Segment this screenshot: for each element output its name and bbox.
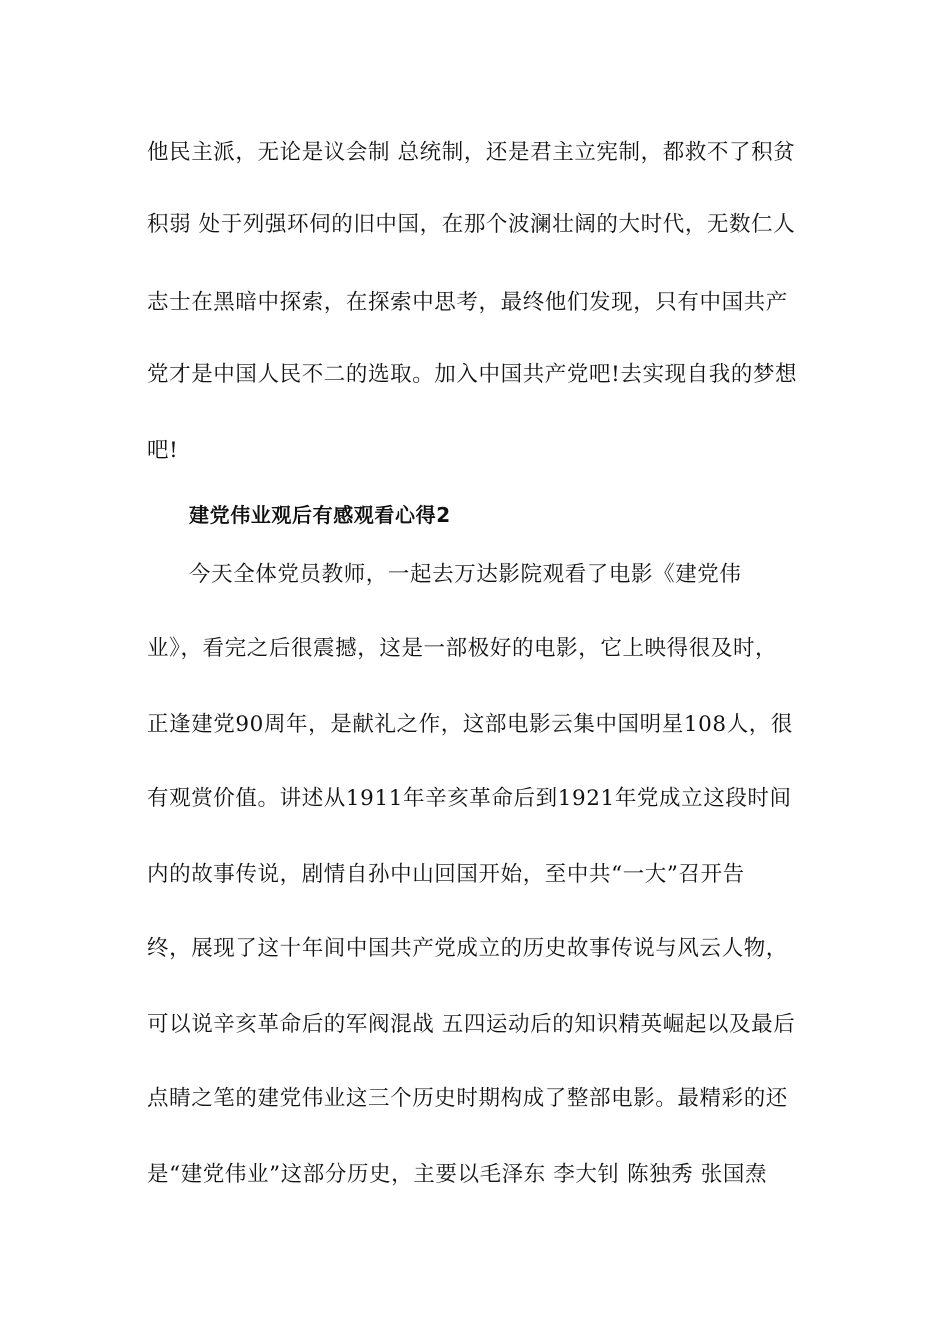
paragraph-line: 点睛之笔的建党伟业这三个历史时期构成了整部电影。最精彩的还 [147, 1086, 788, 1111]
paragraph-line: 可以说辛亥革命后的军阀混战 五四运动后的知识精英崛起以及最后 [147, 1012, 796, 1037]
paragraph-line: 是“建党伟业”这部分历史，主要以毛泽东 李大钊 陈独秀 张国焘 [147, 1162, 768, 1187]
paragraph-line: 吧! [147, 438, 179, 463]
paragraph-line: 终，展现了这十年间中国共产党成立的历史故事传说与风云人物， [147, 936, 788, 961]
paragraph-line: 积弱 处于列强环伺的旧中国，在那个波澜壮阔的大时代，无数仁人 [147, 212, 796, 237]
paragraph-line: 正逢建党90周年，是献礼之作，这部电影云集中国明星108人，很 [147, 712, 793, 737]
section-heading: 建党伟业观后有感观看心得2 [189, 503, 451, 527]
paragraph-line: 内的故事传说，剧情自孙中山回国开始，至中共“一大”召开告 [147, 862, 745, 887]
paragraph-line: 业》，看完之后很震撼，这是一部极好的电影，它上映得很及时， [147, 636, 778, 661]
paragraph-line: 党才是中国人民不二的选取。加入中国共产党吧!去实现自我的梦想 [147, 362, 798, 387]
paragraph-line: 今天全体党员教师，一起去万达影院观看了电影《建党伟 [189, 562, 742, 587]
paragraph-line: 有观赏价值。讲述从1911年辛亥革命后到1921年党成立这段时间 [147, 786, 792, 811]
paragraph-line: 他民主派，无论是议会制 总统制，还是君主立宪制，都救不了积贫 [147, 140, 796, 165]
paragraph-line: 志士在黑暗中探索，在探索中思考，最终他们发现，只有中国共产 [147, 290, 788, 315]
